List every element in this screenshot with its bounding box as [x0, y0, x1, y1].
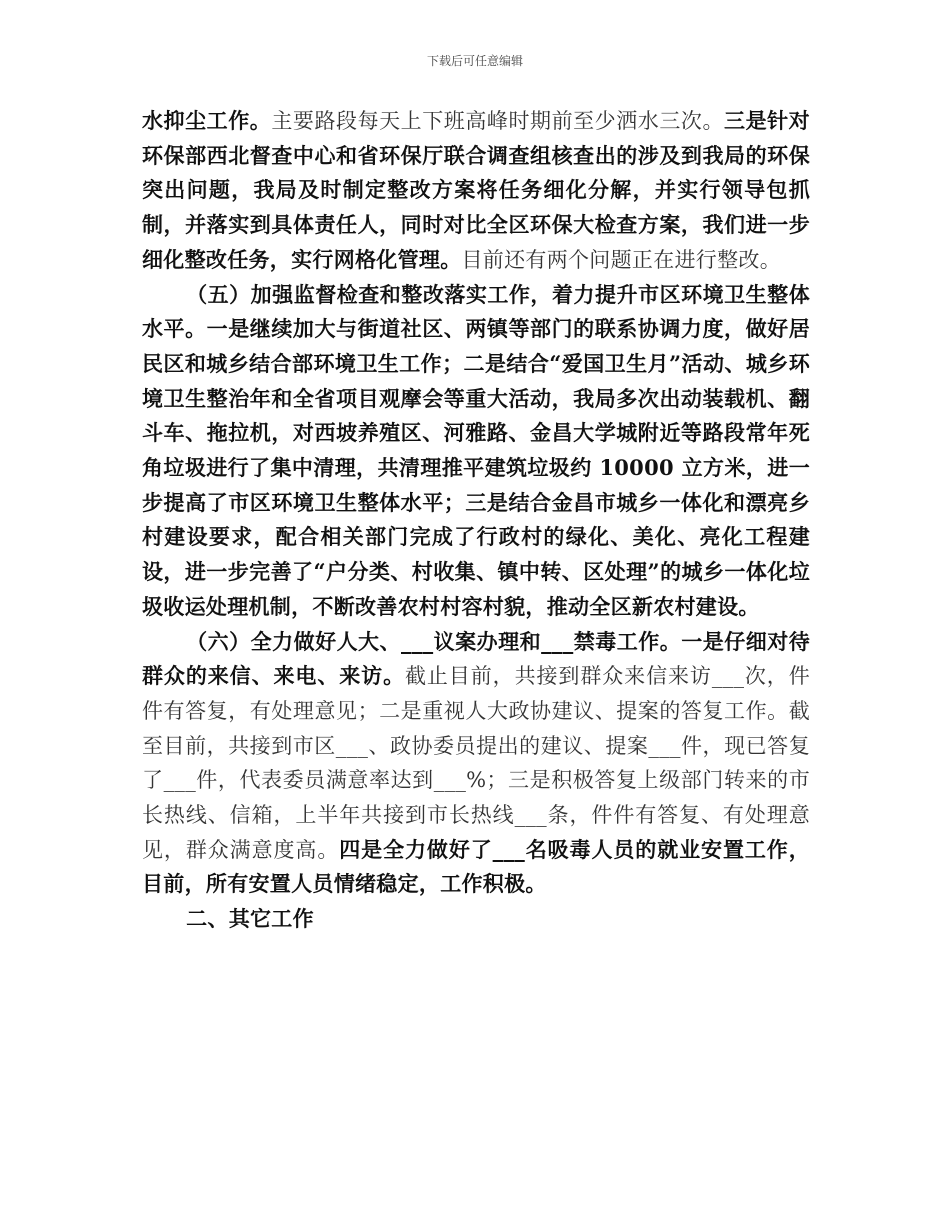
- page-header: 下载后可任意编辑: [426, 54, 523, 68]
- sentence: 三是针对环保部西北督查中心和省环保厅联合调查组核查出的涉及到我局的环保突出问题，我局及时制定整改方案将任务细化分解，并实行领导包抓制，并落实到具体责任人，同时对比全区环保大检查方案，我们进一步细化整改任务，实行网格化管理。: [142, 108, 810, 272]
- sentence: 四是全力做好了___名吸毒人员的就业安置工作，目前，所有安置人员情绪稳定，工作积极。: [142, 836, 811, 897]
- sentence: 水抑尘工作。: [142, 108, 272, 133]
- sentence: 目前还有两个问题正在进行整改。: [461, 247, 781, 272]
- section-heading-other-work: 二、其它工作: [186, 906, 314, 932]
- paragraph-dust-control: [142, 104, 810, 278]
- document-body: [142, 104, 810, 937]
- paragraph-section-six: [142, 625, 810, 903]
- sentence: 截止目前，共接到群众来信来访___次，件件有答复，有处理意见；二是重视人大政协建议、提案的答复工作。截至目前，共接到市区___、政协委员提出的建议、提案___件，现已答复了___件，代表委员满意率达到___%；三是积极答复上级部门转来的市长热线、信箱，上半年共接到市长热线___条，件件有答复、有处理意见，群众满意度高。: [142, 664, 811, 862]
- paragraph-section-five: （五）加强监督检查和整改落实工作，着力提升市区环境卫生整体水平。一是继续加大与街道社区、两镇等部门的联系协调力度，做好居民区和城乡结合部环境卫生工作；二是结合“爱国卫生月”活动、城乡环境卫生整治年和全省项目观摩会等重大活动，我局多次出动装载机、翻斗车、拖拉机，对西坡养殖区、河雅路、金昌大学城附近等路段常年死角垃圾进行了集中清理，共清理推平建筑垃圾约 10000 立方米，进一步提高了市区环境卫生整体水平；三是结合金昌市城乡一体化和漂亮乡村建设要求，配合相关部门完成了行政村的绿化、美化、亮化工程建设，进一步完善了“户分类、村收集、镇中转、区处理”的城乡一体化垃圾收运处理机制，不断改善农村村容村貌，推动全区新农村建设。: [142, 281, 810, 619]
- sentence: （六）全力做好人大、___议案办理和___禁毒工作。一是仔细对待群众的来信、来电、来访。: [142, 628, 810, 689]
- sentence: 主要路段每天上下班高峰时期前至少洒水三次。: [271, 109, 725, 133]
